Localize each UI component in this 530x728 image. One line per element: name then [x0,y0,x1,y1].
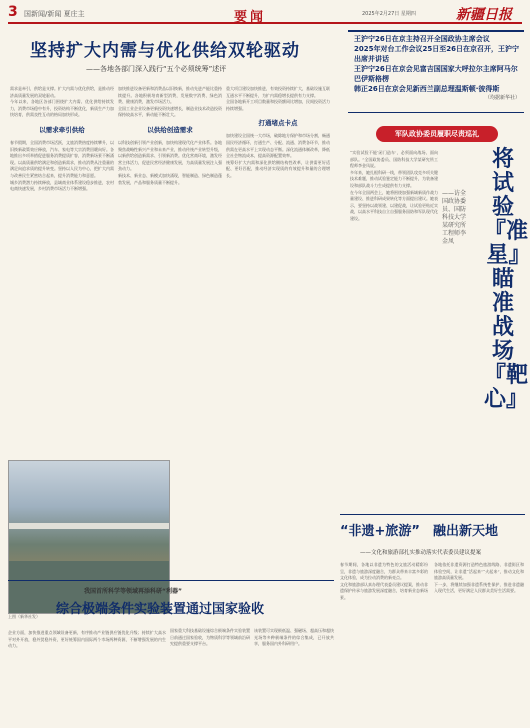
bottom-column-2: 该装置可实现极低温、强磁场、超高压和超快光场等多种极端条件的综合集成，已开放共享，服务国内外科研用户。 [254,628,334,647]
divider [340,514,525,515]
tourism-headline[interactable]: “非遗+旅游” 融出新天地 [340,524,498,539]
briefs-source: （均据新华社） [484,95,520,101]
divider [8,580,334,581]
tourism-column-1: 春节期间，各地以非遗为特色的文旅活动精彩纷呈，非遗与旅游深度融合，为群众带来丰富多彩的文化体验，成为拉动消费的新亮点。 文化和旅游部认真办理代表委员建议提案，推动非遗保护传承与旅游发展深度融合，培育新业态新场景。 [340,562,428,600]
main-subhead: ——各地各部门深入践行“五个必须统筹”述评 [86,65,227,73]
brief-item[interactable]: 王沪宁26日在京会见富吉国国家大呼拉尔主席阿马尔巴伊斯格楞 [354,65,518,83]
column-subtitle: ——访全国政协委员、国防科技大学某研究所工程师李金凤 [442,190,467,245]
bottom-headline[interactable]: 综合极端条件实验装置通过国家验收 [56,602,265,617]
brief-item[interactable]: 韩正26日在京会见新西兰副总理温斯顿·彼得斯 [354,85,500,93]
tourism-subhead: ——文化和旅游部扎实推动落实代表委员建议提案 [360,550,482,556]
news-briefs [348,30,524,113]
masthead [8,4,522,24]
section-heading: 打通堵点卡点 [258,119,298,128]
section-heading: 以需求牵引供给 [39,125,85,134]
page-number: 3 [8,4,18,20]
bottom-kicker: 我国首所科学等领域再添科研“利器” [84,588,182,595]
main-column-2: 加快推进设备更新和消费品以旧换新，推动先进产能比重持续提升。各地积极培育新型消费，发展数字消费、绿色消费、健康消费，激发市场活力。 全国工业企业设备更新投资快速增长，制造业技术改造投资保持较高水平，新动能不断壮大。 以供给创造需求 以科技创新引领产业创新，加快构建现代化产业体系。各地聚焦战略性新兴产业和未来产业，推动传统产业转型升级，以新供给创造新需求、引领新消费。优化营商环境，激发经营主体活力，促进民营经济健康发展，为高质量发展注入强劲动力。 新技术、新业态、新模式加快涌现，智能制造、绿色制造蓬勃发展，产品和服务质量不断提升。 [118,86,222,185]
newspaper-logo: 新疆日报 [456,7,512,23]
tourism-column-2: 各地依托非遗资源打造特色旅游线路、非遗街区和体验空间，让非遗“活起来”“火起来”，推动文化和旅游高质量发展。 下一步，将继续加强非遗系统性保护，推进非遗融入现代生活，更好满足人民群众美好生活需要。 [434,562,524,594]
main-column-1: 需求是牵引，供给是支撑。扩大内需与优化供给，是推动经济高质量发展的双轮驱动。 今年以来，各地区各部门围绕扩大内需、优化供给持续发力，消费市场稳中有升，投资结构不断优化，新质生产力加快培育，供需良性互动的格局加快形成。 以需求牵引供给 春节假期，全国消费市场活跃，文旅消费热度持续攀升，以旧换新政策效应释放，汽车、家电等大宗消费回暖向好。各地推出多项举措促进服务消费提质扩容，消费新场景不断涌现。以高质量供给满足和创造新需求，推动消费从注重量的满足向追求质的提升转变。坚持以人民为中心，把扩大内需与改善民生紧密结合起来，提升消费能力和意愿。 城乡消费潜力持续释放，县域商业体系建设稳步推进，农村电商快速发展，乡村消费市场活力不断增强。 [10,86,114,192]
column-badge: 军队政协委员履职尽责巡礼 [376,126,498,142]
brief-item[interactable]: 王沪宁26日在京主持召开全国政协主席会议 [354,35,490,43]
section-heading: 以供给创造需求 [147,125,193,134]
left-bottom-column: 企业方面，加快推进重点领域设备更新，有序推动产业链供应链优化升级；持续扩大高水平对外开放，稳外贸稳外资，更好统筹国内国际两个市场两种资源，不断增强发展的内生动力。 [8,630,166,649]
main-column-3: 重大项目建设加快推进，有效投资持续扩大，基础设施互联互通水平不断提升，为扩内需稳增长提供有力支撑。 全国各地新开工项目数量和投资额同比增加，民间投资活力持续增强。 打通堵点卡点 加快建设全国统一大市场，破除地方保护和市场分割，畅通国民经济循环，打通生产、分配、流通、消费各环节，推动供需在更高水平上实现动态平衡。深化流通体制改革，降低全社会物流成本，提高资源配置效率。 统筹好扩大内需和深化供给侧结构性改革，让供需更好适配、更好匹配，推动经济实现质的有效提升和量的合理增长。 [226,86,330,178]
main-headline[interactable]: 坚持扩大内需与优化供给双轮驱动 [30,41,300,61]
brief-item[interactable]: 2025年对台工作会议25日至26日在京召开，王沪宁出席并讲话 [354,45,519,63]
column-title[interactable]: 将试验『准星』瞄准战场『靶心』 [484,147,529,412]
issue-date: 2025年2月27日 星期四 [362,11,416,17]
section-title: 要闻 [234,10,267,25]
photo-bridge [9,523,169,529]
column-body-1: “实验试验不能‘闭门造车’，必须面向战场、面向部队。”全国政协委员、国防科技大学某研究所工程师李金凤说。 多年来，她扎根科研一线，带领团队攻克多项关键技术难题，推动试验鉴定能力不断提升，为装备建设和部队战斗力生成提供有力支撑。 在今年全国两会上，她将围绕加强新域新质作战力量建设、推进科研成果转化等方面提出建议。她表示，要坚持以战领建、以建促战，让试验更贴近实战，以高水平科技自立自强服务国防和军队现代化建设。 [350,150,438,221]
photo-caption: 上图（新华社发） [8,614,40,619]
bottom-column-1: 国家重大科技基础设施综合极端条件实验装置日前通过国家验收，为物质科学等领域前沿研究提供重要支撑平台。 [170,628,250,647]
section-label: 国新闻/新闻 夏庄主 [24,10,85,18]
